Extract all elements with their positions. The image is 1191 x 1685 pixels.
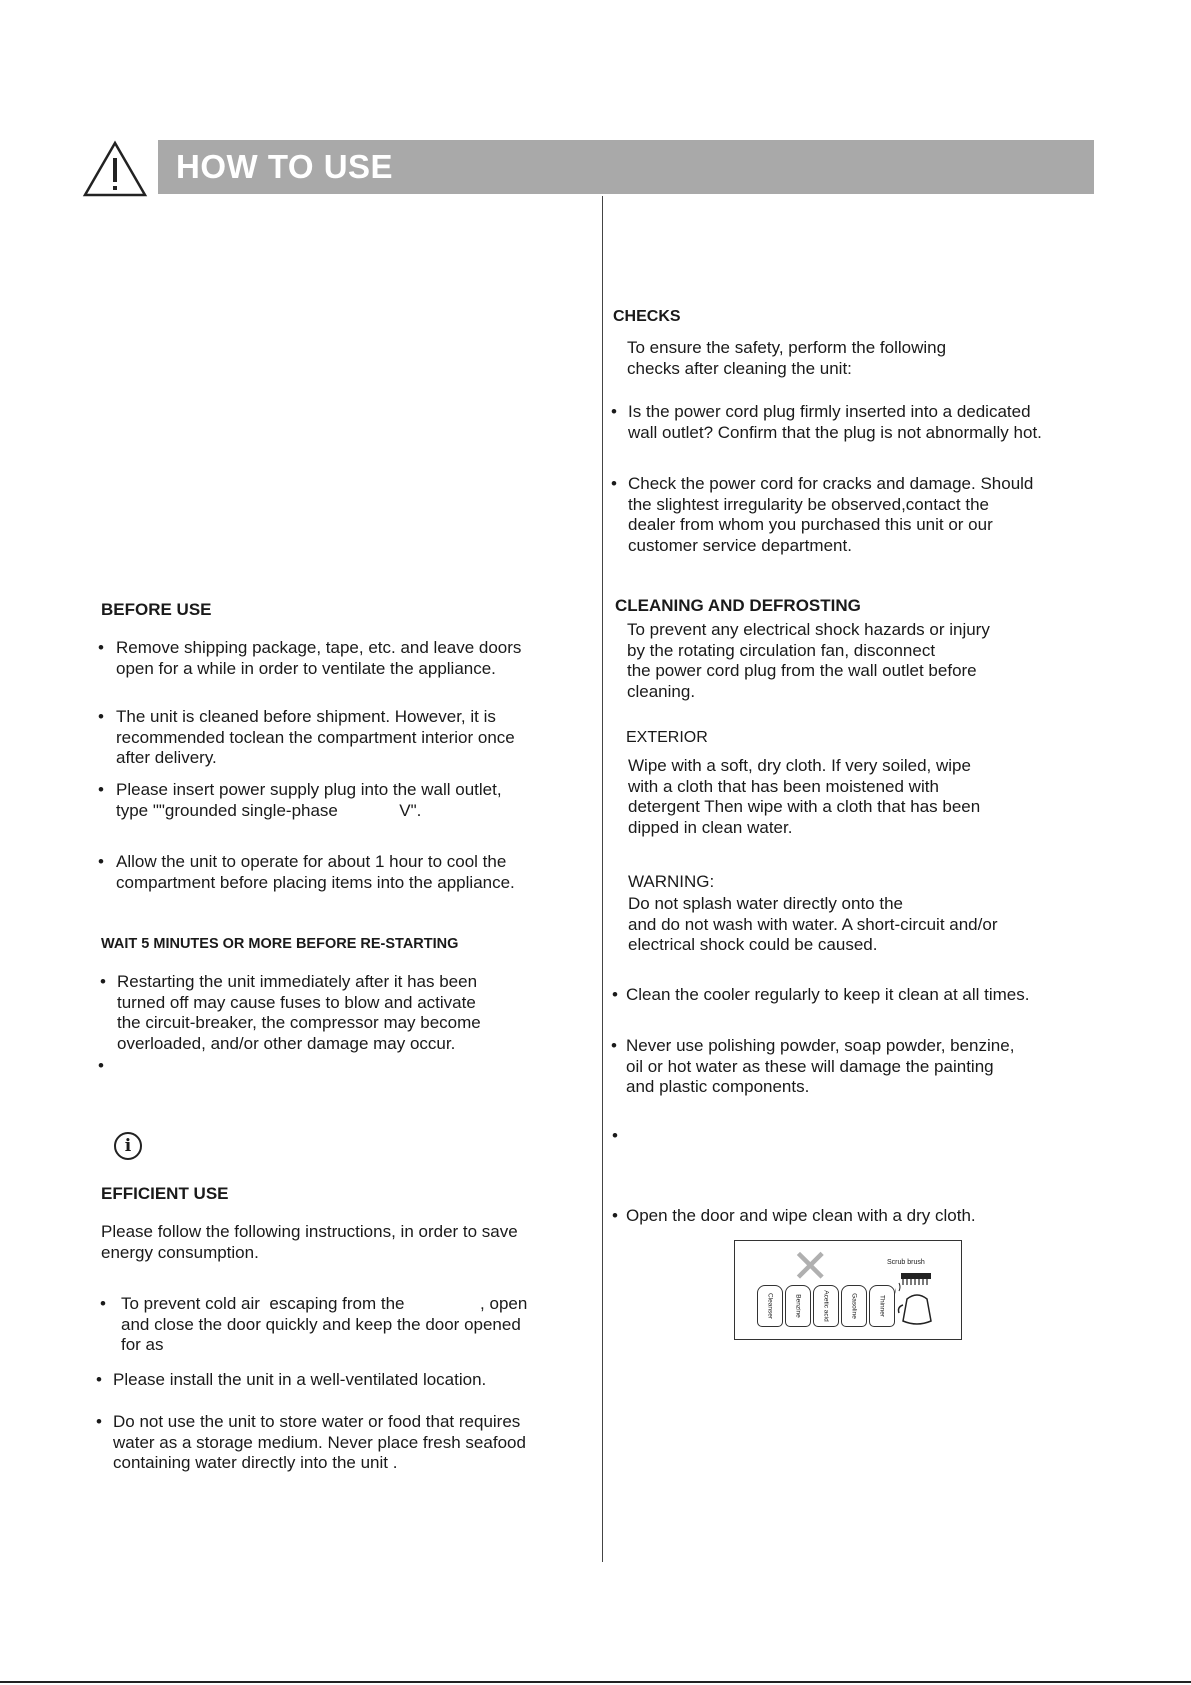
before-use-item-4: Allow the unit to operate for about 1 hour to cool the compartment before placing items into the appliance. <box>116 852 515 892</box>
warning-label: WARNING: <box>628 872 715 891</box>
scrub-brush-kettle-icon <box>895 1269 939 1329</box>
bullet-dot-icon: • <box>98 1056 104 1075</box>
bullet-dot-icon: • <box>98 852 104 871</box>
cleaning-intro: To prevent any electrical shock hazards or injury by the rotating circulation fan, disconnect the power cord plug from the wall outlet before cleaning. <box>627 620 990 701</box>
benzine-bottle-icon: Benzine <box>785 1285 811 1327</box>
checks-intro: To ensure the safety, perform the following checks after cleaning the unit: <box>627 338 947 378</box>
bullet-dot-icon: • <box>611 1036 617 1055</box>
checks-item-2: Check the power cord for cracks and damage. Should the slightest irregularity be observed,contact the dealer from whom you purchased this unit or our customer service department. <box>628 474 1034 555</box>
warning-text: Do not splash water directly onto the and do not wash with water. A short-circuit and/or electrical shock could be caused. <box>628 894 998 954</box>
efficient-use-heading: EFFICIENT USE <box>101 1184 229 1203</box>
column-divider <box>602 196 603 1562</box>
thinner-bottle-icon: Thinner <box>869 1285 895 1327</box>
bullet-dot-icon: • <box>611 402 617 421</box>
bullet-dot-icon: • <box>612 1206 618 1225</box>
info-icon: i <box>114 1132 142 1160</box>
bullet-dot-icon: • <box>100 972 106 991</box>
bullet-dot-icon: • <box>98 638 104 657</box>
bullet-dot-icon: • <box>98 707 104 726</box>
acetic-acid-bottle-icon: Acetic acid <box>813 1285 839 1327</box>
bullet-dot-icon: • <box>611 474 617 493</box>
wait-heading: WAIT 5 MINUTES OR MORE BEFORE RE-STARTING <box>101 936 459 952</box>
bullet-dot-icon: • <box>96 1412 102 1431</box>
bullet-dot-icon: • <box>96 1370 102 1389</box>
efficient-item-2: Please install the unit in a well-ventilated location. <box>113 1370 487 1389</box>
bullet-dot-icon: • <box>100 1294 106 1313</box>
bullet-dot-icon: • <box>612 1126 618 1145</box>
page-title: HOW TO USE <box>176 148 394 185</box>
cleaning-item-1: Clean the cooler regularly to keep it clean at all times. <box>626 985 1030 1004</box>
checks-heading: CHECKS <box>613 308 681 325</box>
before-use-heading: BEFORE USE <box>101 600 212 619</box>
prohibited-x-icon: ✕ <box>791 1240 830 1292</box>
section-header-bar <box>158 140 1094 194</box>
cleaning-agents-figure <box>734 1240 962 1340</box>
exterior-text: Wipe with a soft, dry cloth. If very soiled, wipe with a cloth that has been moistened with detergent Then wipe with a cloth that has been dipped in clean water. <box>628 756 981 837</box>
page-bottom-rule <box>0 1681 1191 1683</box>
scrub-brush-label: Scrub brush <box>887 1259 925 1266</box>
efficient-item-3: Do not use the unit to store water or food that requires water as a storage medium. Never place fresh seafood containing water directly into the unit . <box>113 1412 526 1472</box>
warning-triangle-icon <box>82 140 148 198</box>
cleaning-item-2: Never use polishing powder, soap powder, benzine, oil or hot water as these will damage the painting and plastic components. <box>626 1036 1015 1096</box>
checks-item-1: Is the power cord plug firmly inserted into a dedicated wall outlet? Confirm that the plug is not abnormally hot. <box>628 402 1042 442</box>
cleanser-bottle-icon: Cleanser <box>757 1285 783 1327</box>
cleaning-item-4: Open the door and wipe clean with a dry cloth. <box>626 1206 976 1225</box>
bullet-dot-icon: • <box>612 985 618 1004</box>
efficient-use-intro: Please follow the following instructions, in order to save energy consumption. <box>101 1222 518 1262</box>
cleaning-heading: CLEANING AND DEFROSTING <box>615 596 861 615</box>
bullet-dot-icon: • <box>98 780 104 799</box>
wait-item-1: Restarting the unit immediately after it has been turned off may cause fuses to blow and activate the circuit-breaker, the compressor may become overloaded, and/or other damage may occur. <box>117 972 481 1053</box>
exterior-label: EXTERIOR <box>626 729 708 746</box>
before-use-item-2: The unit is cleaned before shipment. However, it is recommended toclean the compartment interior once after delivery. <box>116 707 515 767</box>
efficient-item-1: To prevent cold air escaping from the , open and close the door quickly and keep the door opened for as <box>121 1294 528 1354</box>
before-use-item-1: Remove shipping package, tape, etc. and leave doors open for a while in order to ventilate the appliance. <box>116 638 522 678</box>
gasoline-bottle-icon: Gasoline <box>841 1285 867 1327</box>
before-use-item-3: Please insert power supply plug into the wall outlet, type ""grounded single-phase V". <box>116 780 502 820</box>
